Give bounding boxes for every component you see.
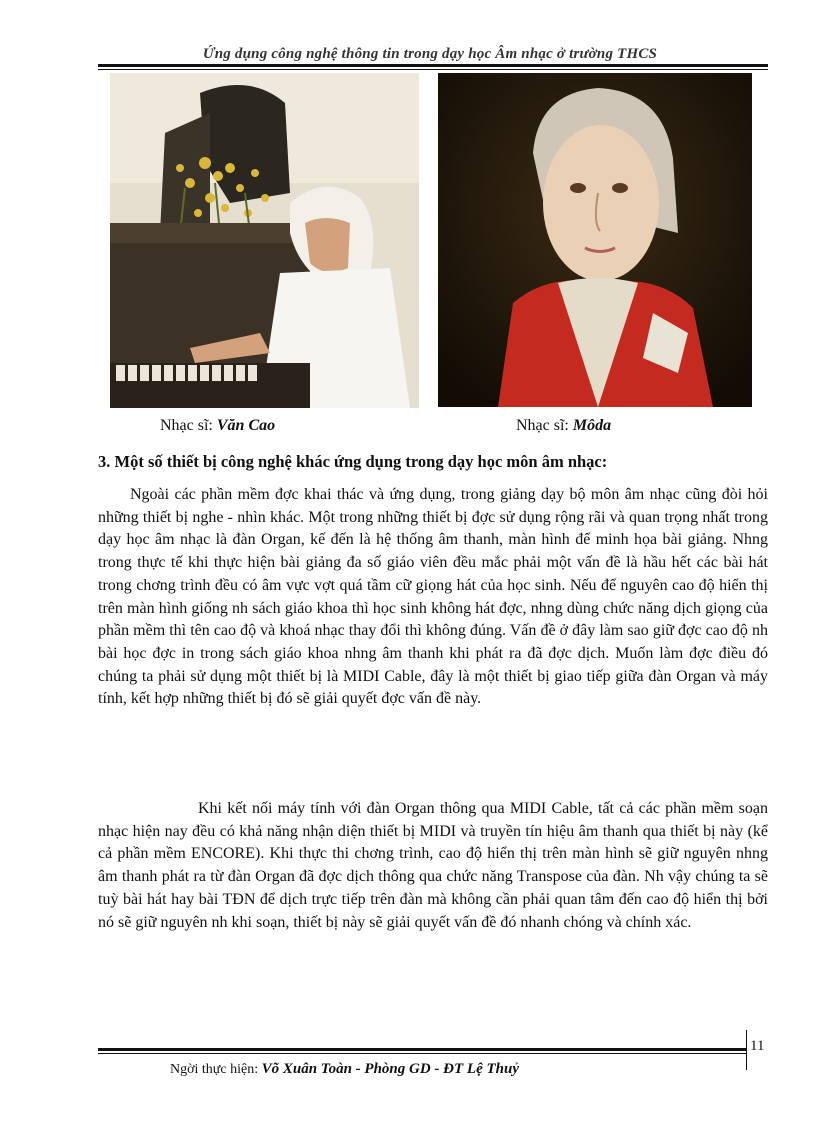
- running-header: Ứng dụng công nghệ thông tin trong dạy học Âm nhạc ở trường THCS: [202, 46, 658, 62]
- caption-van-cao: [160, 417, 275, 435]
- body-paragraph-1: Ngoài các phần mềm đợc khai thác và ứng dụng, trong giảng dạy bộ môn âm nhạc cũng đòi hỏi những thiết bị nghe - nhìn khác. Một trong những thiết bị đợc sử dụng rộng rãi và quan trọng nhất trong dạy học âm nhạc là đàn Organ, kế đến là hệ thống âm thanh, màn hình để minh họa bài giảng. Nhng trong thực tế khi thực hiện bài giảng đa số giáo viên đều mắc phải một vấn đề là hầu hết các bài hát trong chơng trình đều có âm vực vợt quá tầm cữ giọng hát của học sinh. Nếu để nguyên cao độ hiển thị trên màn hình giống nh sách giáo khoa thì học sinh không hát đợc, nhng dùng chức năng dịch giọng của phần mềm thì tên cao độ và khoá nhạc thay đổi thì không đúng. Vấn đề ở đây làm sao giữ đợc cao độ nh bài học đợc in trong sách giáo khoa nhng âm thanh khi phát ra đã đợc dịch. Muốn làm đợc điều đó chúng ta phải sử dụng một thiết bị là MIDI Cable, đây là một thiết bị giao tiếp giữa đàn Organ và máy tính, kết hợp những thiết bị đó sẽ giải quyết đợc vấn đề này.: [98, 486, 768, 708]
- footer-rule-thin: [98, 1053, 746, 1054]
- footer-author: Võ Xuân Toàn - Phòng GD - ĐT Lệ Thuỷ: [261, 1061, 519, 1077]
- caption-prefix: Nhạc sĩ:: [160, 417, 217, 434]
- footer-rule: [98, 1048, 746, 1051]
- caption-name: Văn Cao: [216, 417, 276, 434]
- header-rule: [98, 64, 768, 67]
- caption-mozart: [516, 417, 611, 435]
- caption-name: Môda: [572, 417, 612, 434]
- header-rule-thin: [98, 69, 768, 70]
- photo-mozart: [438, 73, 752, 407]
- footer-vertical-rule: [746, 1030, 747, 1070]
- section-heading: 3. Một số thiết bị công nghệ khác ứng dụng trong dạy học môn âm nhạc:: [98, 452, 608, 471]
- footer-prefix: Ngời thực hiện:: [170, 1062, 262, 1077]
- footer-credit: [170, 1061, 519, 1078]
- body-paragraph-2: Khi kết nối máy tính với đàn Organ thông qua MIDI Cable, tất cả các phần mềm soạn nhạc hiện nay đều có khả năng nhận diện thiết bị MIDI và truyền tín hiệu âm thanh qua thiết bị này (kể cả phần mềm ENCORE). Khi thực thi chơng trình, cao độ hiển thị trên màn hình sẽ giữ nguyên nhng âm thanh phát ra từ đàn Organ đã đợc dịch thông qua chức năng Transpose của đàn. Nh vậy chúng ta sẽ tuỳ bài hát hay bài TĐN để dịch trực tiếp trên đàn mà không cần phải quan tâm đến cao độ hiển thị bởi nó sẽ giữ nguyên nh khi soạn, thiết bị này sẽ giải quyết vấn đề đó nhanh chóng và chính xác.: [98, 800, 768, 931]
- photo-van-cao: [110, 73, 419, 408]
- page-number: 11: [750, 1038, 765, 1054]
- caption-prefix: Nhạc sĩ:: [516, 417, 573, 434]
